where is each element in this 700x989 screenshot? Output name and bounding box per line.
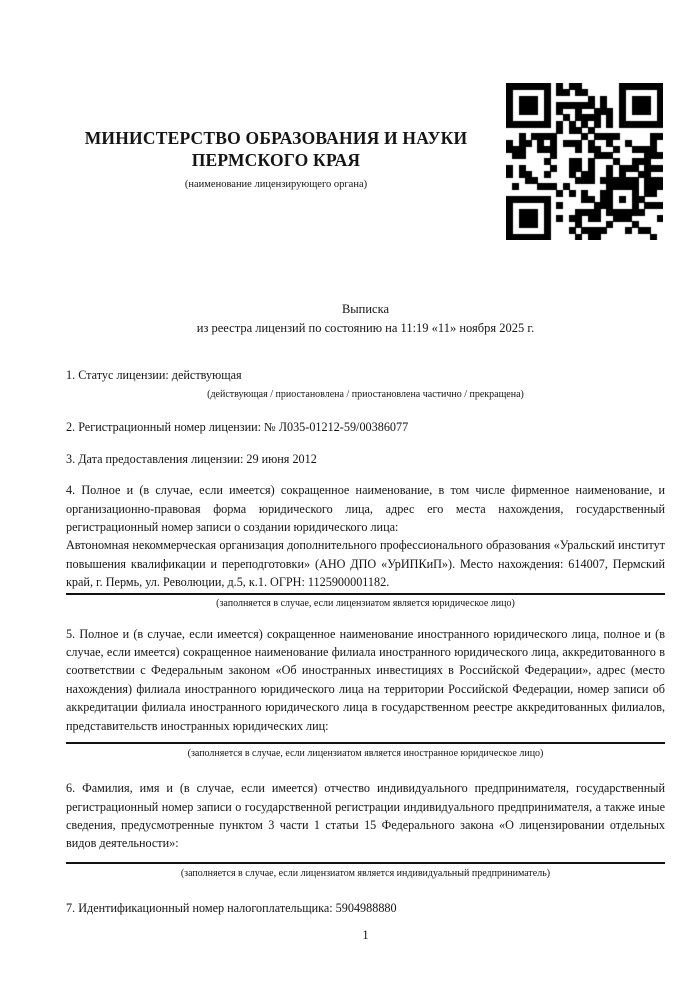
item-5-caption: (заполняется в случае, если лицензиатом является иностранное юридическое лицо) bbox=[187, 748, 544, 760]
item-6-entrepreneur-label: 6. Фамилия, имя и (в случае, если имеется) отчество индивидуального предпринимателя, государственный регистрационный номер записи о государственной регистрации индивидуального предпринимателя, а также иные сведения, предусмотренные пунктом 3 части 1 статьи 15 Федерального закона «О лицензировании отдельных видов деятельности»: bbox=[66, 781, 665, 851]
item-5-underline bbox=[66, 742, 665, 744]
document-title-line1: Выписка bbox=[341, 302, 390, 316]
item-2-registration-number: 2. Регистрационный номер лицензии: № Л035-01212-59/00386077 bbox=[66, 420, 409, 435]
document-title bbox=[66, 300, 665, 338]
item-4-legal-entity-label: 4. Полное и (в случае, если имеется) сокращенное наименование, в том числе фирменное наименование, и организационно-правовая форма юридического лица, адрес его места нахождения, государственный регистрационный номер записи о создании юридического лица: bbox=[66, 483, 665, 535]
qr-code-canvas bbox=[506, 83, 663, 240]
item-6-caption: (заполняется в случае, если лицензиатом является индивидуальный предприниматель) bbox=[180, 867, 551, 879]
page-number: 1 bbox=[362, 928, 369, 942]
item-1-caption: (действующая / приостановлена / приостановлена частично / прекращена) bbox=[207, 389, 524, 401]
item-4-legal-entity-value: Автономная некоммерческая организация дополнительного профессионального образования «Уральский институт повышения квалификации и переподготовки» (АНО ДПО «УрИПКиП»). Место нахождения: 614007, Пермский край, г. Пермь, ул. Революции, д.5, к.1. ОГРН: 1125900001182. bbox=[66, 538, 665, 590]
ministry-name-line1: МИНИСТЕРСТВО ОБРАЗОВАНИЯ И НАУКИ bbox=[84, 128, 468, 148]
qr-code bbox=[506, 83, 663, 240]
item-6-underline bbox=[66, 862, 665, 864]
item-5-foreign-entity-label: 5. Полное и (в случае, если имеется) сокращенное наименование иностранного юридического лица, полное и (в случае, если имеется) сокращенное наименование филиала иностранного юридического лица, аккредитованного в соответствии с Федеральным законом «Об иностранных инвестициях в Российской Федерации», адрес (место нахождения) филиала иностранного юридического лица на территории Российской Федерации, номер записи об аккредитации филиала иностранного юридического лица в государственном реестре аккредитованных филиалов, представительств иностранных юридических лиц: bbox=[66, 626, 665, 733]
item-4-underline bbox=[66, 593, 665, 595]
item-4-caption: (заполняется в случае, если лицензиатом является юридическое лицо) bbox=[216, 597, 515, 609]
document-title-line2: из реестра лицензий по состоянию на 11:19 «11» ноября 2025 г. bbox=[196, 321, 535, 335]
ministry-name-line2: ПЕРМСКОГО КРАЯ bbox=[191, 149, 361, 170]
item-7-taxpayer-number: 7. Идентификационный номер налогоплательщика: 5904988880 bbox=[66, 900, 397, 915]
item-3-license-date: 3. Дата предоставления лицензии: 29 июня 2012 bbox=[66, 451, 317, 466]
licensing-authority-header bbox=[64, 128, 488, 191]
item-1-status: 1. Статус лицензии: действующая bbox=[66, 368, 242, 382]
ministry-caption: (наименование лицензирующего органа) bbox=[184, 179, 368, 190]
document-body bbox=[66, 366, 665, 917]
